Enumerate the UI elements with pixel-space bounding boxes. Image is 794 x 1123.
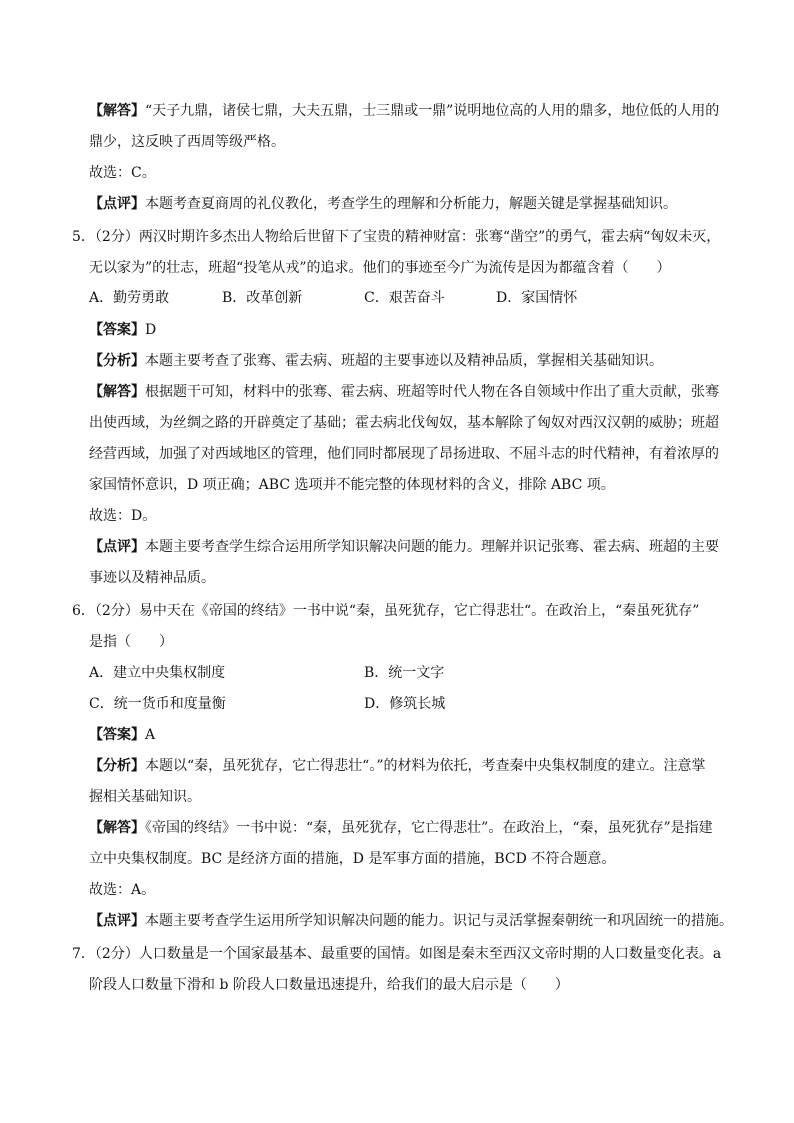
jieda-tag: 【解答】	[89, 384, 145, 400]
dianping-text: 本题主要考查学生运用所学知识解决问题的能力。识记与灵活掌握秦朝统一和巩固统一的措施。	[145, 913, 733, 929]
q5-jieda-line1	[89, 382, 719, 402]
fenxi-tag: 【分析】	[89, 758, 145, 774]
question-5-line1	[72, 227, 720, 247]
q5-jieda-line3: 经营西域，加强了对西域地区的管理，他们同时都展现了昂扬进取、不屈斗志的时代精神，有着浓厚的	[89, 446, 719, 462]
dianping-q4	[89, 194, 677, 214]
dianping-tag: 【点评】	[89, 196, 145, 212]
jieda-tag: 【解答】	[89, 820, 145, 836]
fenxi-text: 本题主要考查了张骞、霍去病、班超的主要事迹以及精神品质，掌握相关基础知识。	[145, 353, 663, 369]
q5-answer	[89, 320, 156, 340]
q5-fenxi	[89, 351, 663, 371]
q6-option-a: A．建立中央集权制度	[89, 665, 226, 681]
question-5-line2: 无以家为”的壮志，班超“投笔从戎”的追求。他们的事迹至今广为流传是因为都蕴含着（ ）	[89, 260, 671, 276]
question-text: （2分）人口数量是一个国家最基本、最重要的国情。如图是秦末至西汉文帝时期的人口数量变化表。a	[94, 946, 722, 962]
answer-value: D	[145, 322, 157, 338]
q6-option-b: B．统一文字	[364, 665, 445, 681]
answer-value: A	[145, 727, 156, 743]
q6-dianping	[89, 911, 733, 931]
answer-tag: 【答案】	[89, 727, 145, 743]
fenxi-tag: 【分析】	[89, 353, 145, 369]
question-6-line1	[72, 601, 699, 621]
q5-option-d: D．家国情怀	[496, 290, 578, 306]
q6-fenxi-line2: 握相关基础知识。	[89, 789, 201, 805]
jieda-tag: 【解答】	[89, 103, 145, 119]
dianping-text: 本题主要考查学生综合运用所学知识解决问题的能力。理解并识记张骞、霍去病、班超的主要	[145, 539, 719, 555]
jieda-text: 《帝国的终结》一书中说：“秦，虽死犹存，它亡得悲壮”。在政治上，“秦，虽死犹存”是指建	[145, 820, 713, 836]
fenxi-text: 本题以“秦，虽死犹存，它亡得悲壮“。”的材料为依托，考查秦中央集权制度的建立。注意掌	[145, 758, 706, 774]
q5-option-c: C．艰苦奋斗	[364, 290, 445, 306]
question-number: 7．	[72, 946, 95, 962]
dianping-tag: 【点评】	[89, 539, 145, 555]
question-7-line2: 阶段人口数量下滑和 b 阶段人口数量迅速提升，给我们的最大启示是（ ）	[89, 977, 569, 993]
question-number: 5．	[72, 229, 95, 245]
q5-guxuan: 故选：D。	[89, 508, 157, 524]
q6-fenxi-line1	[89, 756, 705, 776]
q6-option-c: C．统一货币和度量衡	[89, 696, 226, 712]
question-text: （2分）两汉时期许多杰出人物给后世留下了宝贵的精神财富：张骞“凿空”的勇气，霍去病“匈奴未灭，	[94, 229, 721, 245]
question-number: 6．	[72, 603, 95, 619]
q5-option-a: A．勤劳勇敢	[89, 290, 170, 306]
question-6-line2: 是指（ ）	[89, 634, 173, 650]
q5-jieda-line4: 家国情怀意识，D 项正确；ABC 选项并不能完整的体现材料的含义，排除 ABC 项。	[89, 477, 615, 493]
q5-dianping-line2: 事迹以及精神品质。	[89, 570, 215, 586]
dianping-tag: 【点评】	[89, 913, 145, 929]
answer-tag: 【答案】	[89, 322, 145, 338]
q6-answer	[89, 725, 155, 745]
question-text: （2分）易中天在《帝国的终结》一书中说“秦，虽死犹存，它亡得悲壮“。在政治上，“秦虽死犹存”	[94, 603, 700, 619]
dianping-text: 本题考查夏商周的礼仪教化，考查学生的理解和分析能力，解题关键是掌握基础知识。	[145, 196, 677, 212]
q6-jieda-line1	[89, 818, 713, 838]
q6-option-d: D．修筑长城	[364, 696, 446, 712]
jieda-text: “天子九鼎，诸侯七鼎，大夫五鼎，士三鼎或一鼎”说明地位高的人用的鼎多，地位低的人用的	[145, 103, 720, 119]
jieda-text: 根据题干可知，材料中的张骞、霍去病、班超等时代人物在各自领域中作出了重大贡献，张骞	[145, 384, 719, 400]
jieda-q4-line1	[89, 101, 719, 121]
q5-jieda-line2: 出使西域，为丝绸之路的开辟奠定了基础；霍去病北伐匈奴，基本解除了匈奴对西汉汉朝的威胁；班超	[89, 415, 719, 431]
q6-jieda-line2: 立中央集权制度。BC 是经济方面的措施，D 是军事方面的措施，BCD 不符合题意。	[89, 851, 616, 867]
question-7-line1	[72, 944, 721, 964]
q5-option-b: B．改革创新	[222, 290, 303, 306]
q5-dianping-line1	[89, 537, 719, 557]
guxuan-q4: 故选：C。	[89, 165, 156, 181]
jieda-q4-line2: 鼎少，这反映了西周等级严格。	[89, 134, 285, 150]
q6-guxuan: 故选：A。	[89, 882, 156, 898]
